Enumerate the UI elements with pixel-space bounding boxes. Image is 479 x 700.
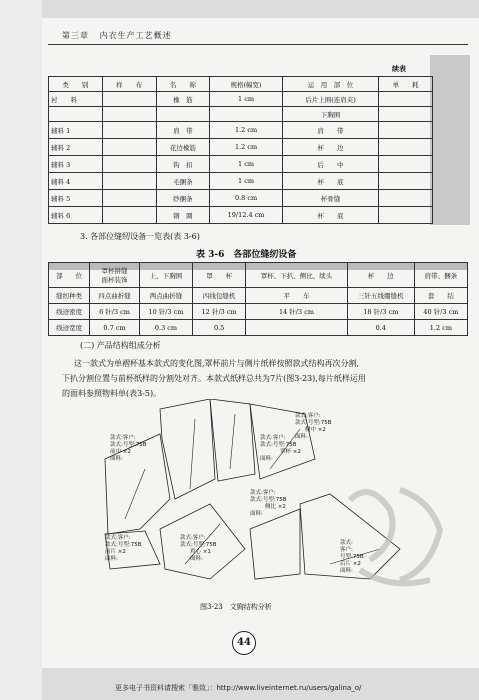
table-row [49,139,433,156]
table-cell: 衬 料 [49,92,103,107]
table-row [49,92,433,107]
table-cell: 1.2 cm [414,320,467,336]
table-cell [49,107,103,122]
table-cell: 钢 圈 [156,207,210,224]
body-paragraph [62,356,462,401]
footer-text: 更多电子书资料请搜索「雅致」：http://www.liveinternet.ru/users/galina_o/ [115,684,362,692]
table-cell: 辅料 2 [49,139,103,156]
table-row [49,288,468,304]
chapter-title: 内衣生产工艺概述 [99,31,172,40]
table-cell: 毛捆条 [156,173,210,190]
equipment-table [48,262,468,336]
table-cell: 19/12.4 cm [210,207,283,224]
shade-block [430,55,470,225]
table-cell: 杯 边 [282,139,378,156]
paragraph-line: 这一款式为单褶杯基本款式的变化图,罩杯前片与侧片纸样按照款式结构再次分割, [74,359,360,368]
table-header-cell: 规格(幅宽) [210,77,283,92]
table-cell [102,207,156,224]
table-cell: 四线包缝机 [193,288,246,304]
table-cell [102,107,156,122]
scan-left-margin [0,0,42,700]
table-header-cell: 样 布 [102,77,156,92]
table-cell: 杯 底 [282,207,378,224]
table-cell: 辅料 1 [49,122,103,139]
table-cell: 钩 扣 [156,156,210,173]
table-row [49,190,433,207]
continued-label: 续表 [392,64,406,73]
page-number: 44 [232,631,256,655]
section-heading-3: 3. 各部位缝纫设备一览表(表 3-6) [80,232,200,241]
table-cell: 杯骨缝 [282,190,378,207]
table-cell [379,207,433,224]
table-cell: 0.4 [347,320,414,336]
table-cell: 14 针/3 cm [246,304,348,320]
table-cell [102,122,156,139]
table-cell: 0.7 cm [90,320,140,336]
table-cell: 缝纫种类 [49,288,90,304]
table-cell [379,139,433,156]
table-row [49,122,433,139]
table-cell [379,156,433,173]
label-back: 款式:客户:号型:75B 后片 ×2 面料: [340,540,364,574]
pattern-piece-lower [250,509,300,579]
table-row [49,207,433,224]
table-cell: 辅料 4 [49,173,103,190]
table-cell: 后 中 [282,156,378,173]
table-row [49,156,433,173]
table-cell: 橡 筋 [156,92,210,107]
label-front: 款式:客户:款式:号型:75B 前片 ×2 面料: [105,535,142,562]
table-cell [379,190,433,207]
table-row [49,173,433,190]
table-cell: 0.8 cm [210,190,283,207]
table-cell [379,107,433,122]
table-cell [246,320,348,336]
table-cell: 1 cm [210,173,283,190]
table-cell: 辅料 6 [49,207,103,224]
table-cell: 杯 底 [282,173,378,190]
table-header-cell: 罩 杯 [193,263,246,288]
label-cup: 款式:客户:款式:号型:75B 罩杯 ×2 面料: [260,435,301,462]
table-cell: 平 车 [246,288,348,304]
table-cell: 两点曲折缝 [139,288,192,304]
materials-table [48,76,433,224]
table-cell: 后片上围(连肩夹) [282,92,378,107]
table-cell: 40 针/3 cm [414,304,467,320]
figure-caption: 图3-23 文胸结构分析 [200,603,272,611]
table-cell: 线迹宽度 [49,320,90,336]
table-cell: 1.2 cm [210,139,283,156]
table-header-cell: 运 用 部 位 [282,77,378,92]
table-cell [379,92,433,107]
label-side-panel: 款式:客户:款式:号型:75B 侧比 ×2 面料: [250,490,287,517]
table-cell: 线迹密度 [49,304,90,320]
paragraph-line: 的面料参照物料单(表3-5)。 [62,389,162,398]
table-header-cell: 上、下胸围 [139,263,192,288]
table-cell [210,107,283,122]
running-header [62,30,172,41]
table-cell [102,156,156,173]
table-cell: 下胸围 [282,107,378,122]
header-rule [48,44,468,45]
table-3-6-title: 表 3-6 各部位缝纫设备 [196,250,297,260]
table-cell: 6 针/3 cm [90,304,140,320]
table-cell: 辅料 3 [49,156,103,173]
chapter-label: 第三章 [62,31,89,40]
table-cell: 三针五线绷缝机 [347,288,414,304]
table-cell [379,173,433,190]
table-header-cell: 罩杯拼缝 面杯装饰 [90,263,140,288]
table-cell: 1 cm [210,156,283,173]
table-row [49,320,468,336]
label-side-center: 款式:客户:款式:号型:75B 侧中 ×2 面料: [295,413,332,440]
table-cell: 肩 带 [282,122,378,139]
section-heading-structure: (二) 产品结构组成分析 [80,341,161,350]
table-cell: 肩 带 [156,122,210,139]
table-cell [102,92,156,107]
table-cell: 1.2 cm [210,122,283,139]
table-header-cell: 罩杯、下扒、侧比、续头 [246,263,348,288]
table-cell: 纱捆条 [156,190,210,207]
table-header-cell: 单 耗 [379,77,433,92]
table-cell: 花边橡筋 [156,139,210,156]
table-row [49,304,468,320]
table-cell [102,190,156,207]
table-cell [102,173,156,190]
label-heart: 款式:客户:款式:号型:75B 鸡心 ×1 面料: [180,535,217,562]
table-cell: 0.5 [193,320,246,336]
table-header-cell: 肩带、捆条 [414,263,467,288]
table-header-cell: 部 位 [49,263,90,288]
table-cell: 辅料 5 [49,190,103,207]
table-cell: 套 结 [414,288,467,304]
watermark-seal [330,470,460,600]
pattern-piece-cup [160,399,215,499]
table-cell: 0.3 cm [139,320,192,336]
table-header-cell: 类 别 [49,77,103,92]
table-header-cell: 杯 边 [347,263,414,288]
table-header-cell: 名 称 [156,77,210,92]
table-cell: 1 cm [210,92,283,107]
paragraph-line: 下扒分割位置与前杯纸样的分割处对齐。本款式纸样总共为7片(图3-23),每片纸样运用 [62,374,366,383]
table-cell [102,139,156,156]
table-cell: 四点曲折缝 [90,288,140,304]
table-cell: 10 针/3 cm [139,304,192,320]
table-cell [156,107,210,122]
label-front-center: 款式:客户:款式:号型:75B 前中 ×2 面料: [110,435,147,462]
table-row [49,107,433,122]
table-cell: 18 针/3 cm [347,304,414,320]
table-cell: 12 针/3 cm [193,304,246,320]
table-cell [379,122,433,139]
